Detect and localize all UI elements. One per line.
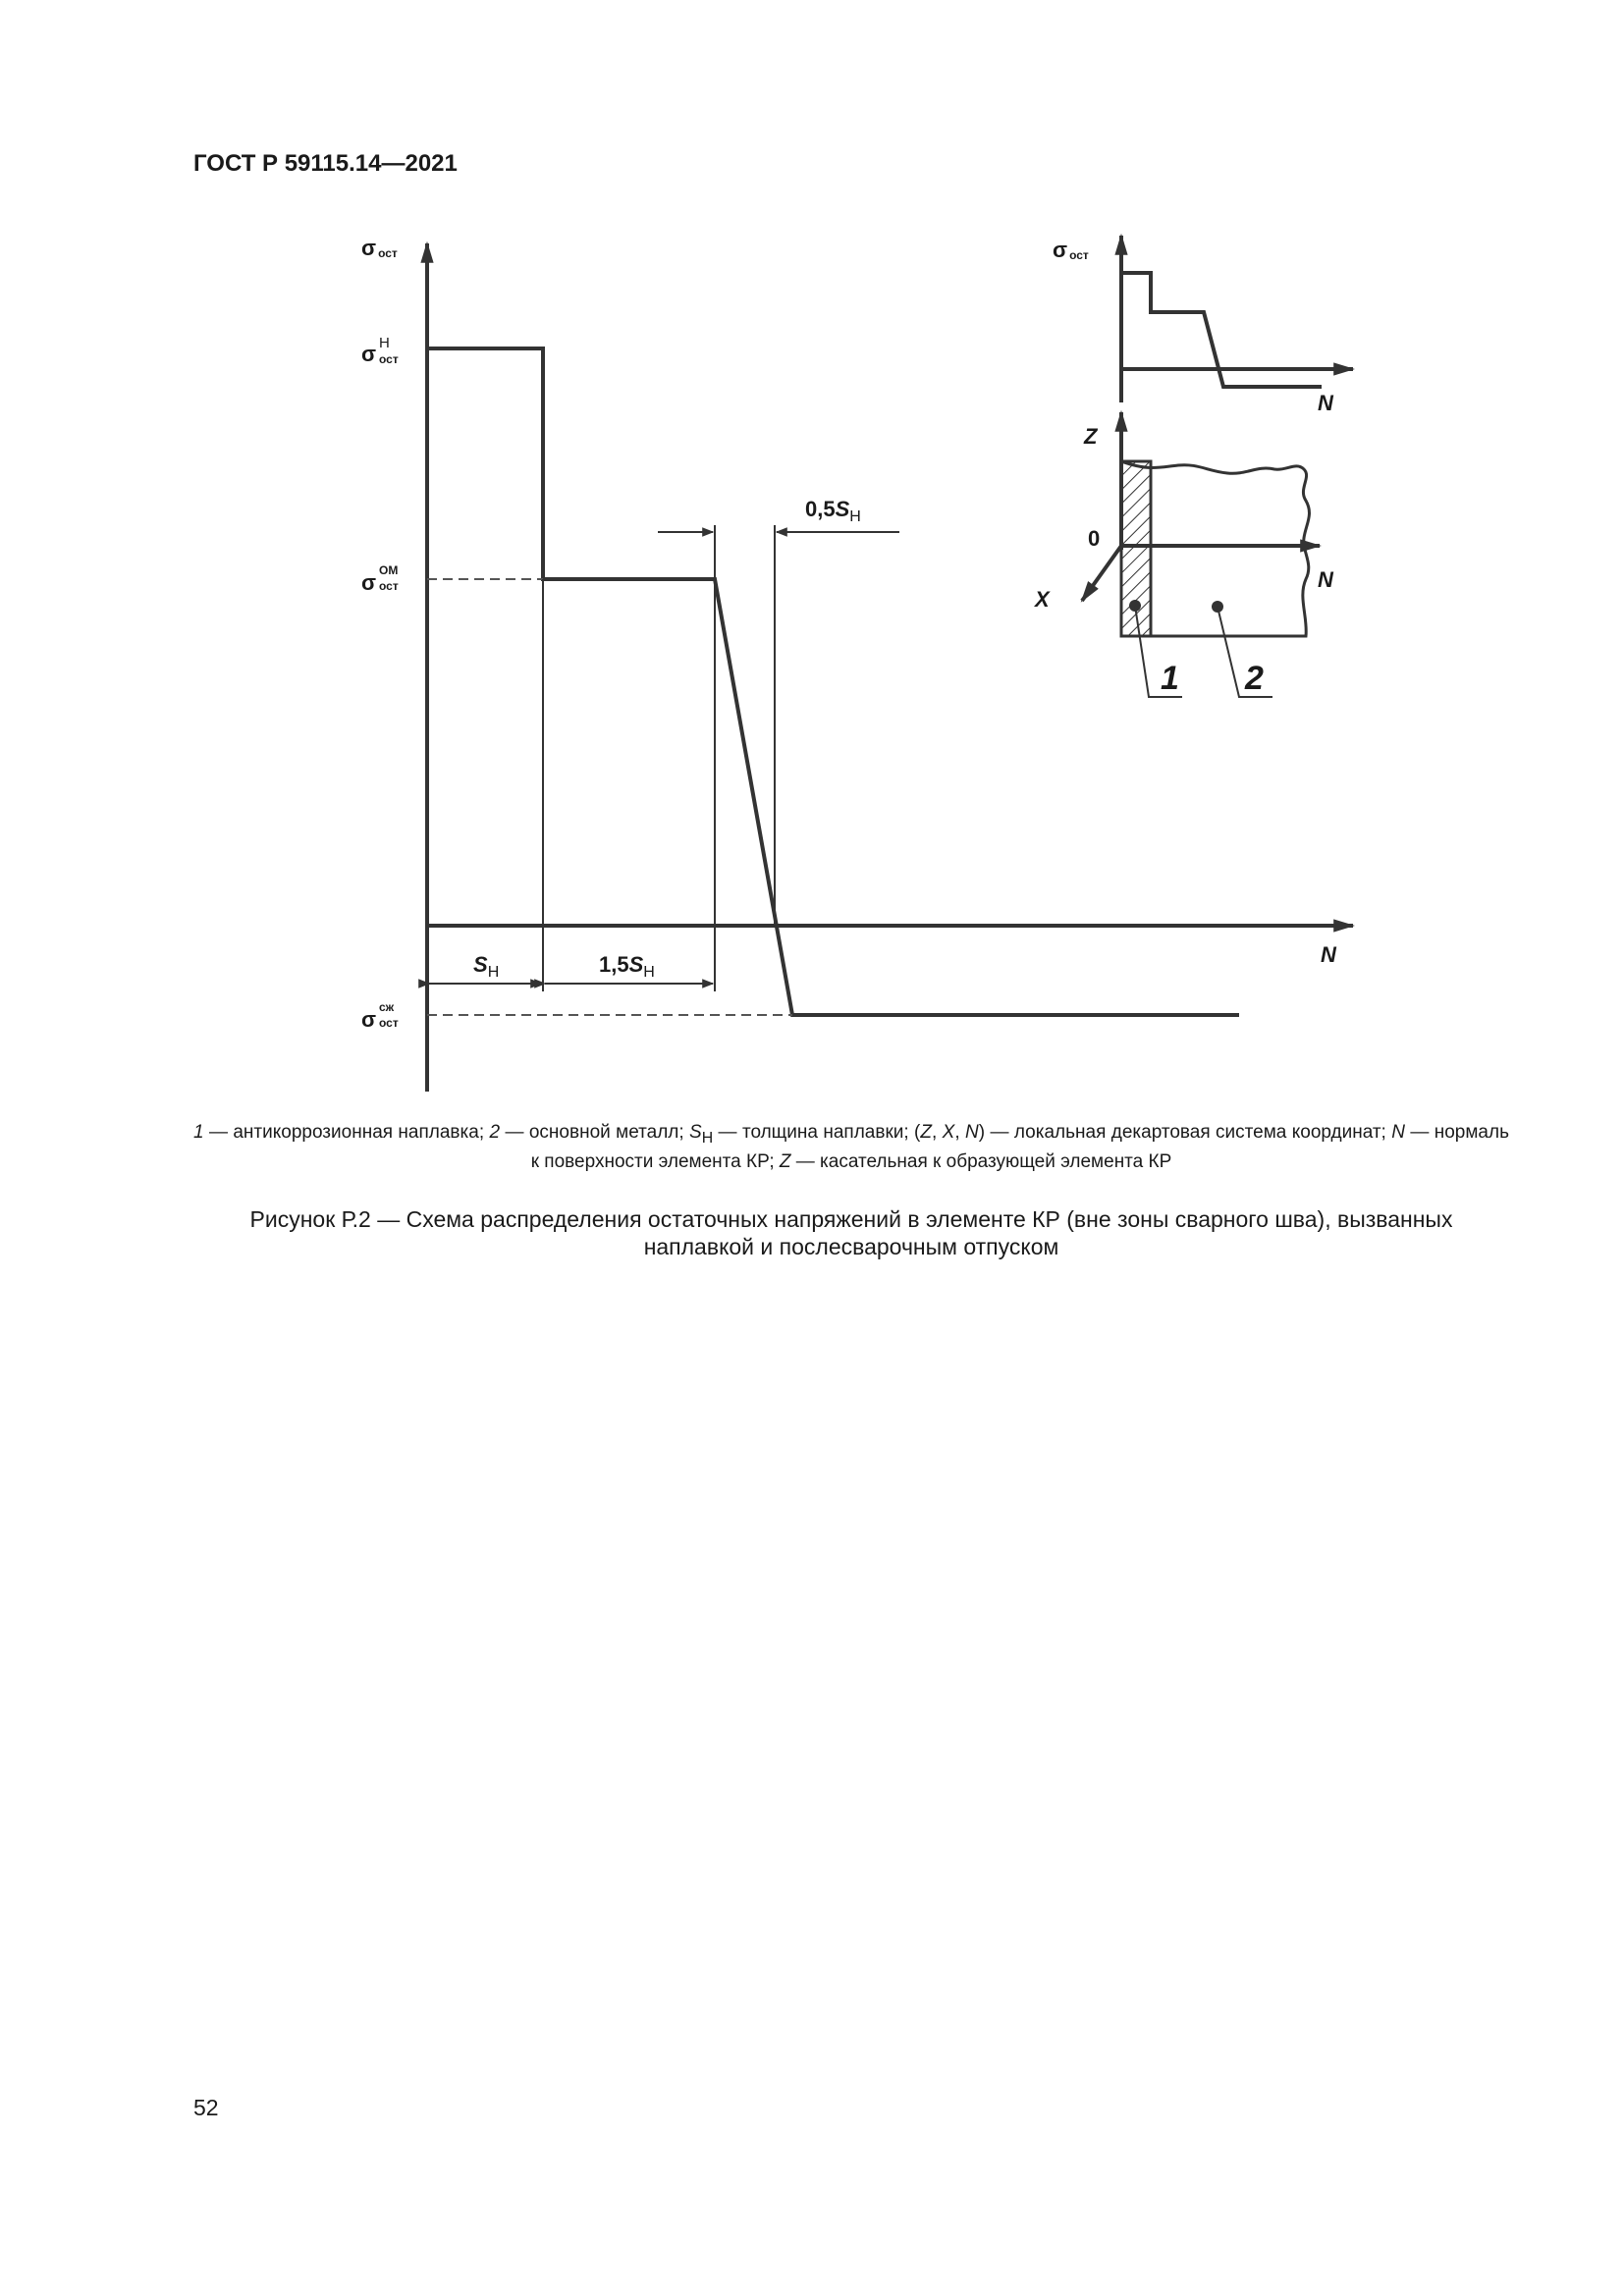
inset-label-sigma: σост: [1053, 238, 1089, 262]
label-sketch-n: N: [1318, 567, 1333, 592]
label-dim-sh: $S_Н$: [473, 952, 500, 981]
page-number: 52: [193, 2095, 219, 2120]
label-sigma-h-sub: ост: [379, 352, 399, 366]
figure-caption: Рисунок Р.2 — Схема распределения остаточных напряжений в элементе КР (вне зоны сварного шва), вызванных наплавкой и послесварочным отпуском: [249, 1206, 1453, 1259]
label-z: Z: [1084, 424, 1098, 449]
document-code: ГОСТ Р 59115.14—2021: [193, 150, 458, 177]
inset-stress-plot: [1053, 236, 1353, 415]
figure-legend: 1 — антикоррозионная наплавка; 2 — основной металл; $S_Н$ — толщина наплавки; (Z, X, N) — локальная декартовая система координат; N — нормаль к поверхности элемента КР; Z — касательная к образующей элемента КР: [193, 1122, 1509, 1172]
label-sigma-om: σ: [361, 570, 377, 595]
label-sigma-h: σ: [361, 342, 377, 366]
label-dim-05sh: $0,5S_Н$: [805, 497, 861, 525]
label-sigma-szh-sub: ост: [379, 1016, 399, 1030]
label-dim-15sh: $1,5S_Н$: [599, 952, 655, 981]
label-sigma-axis: σост: [361, 236, 398, 260]
label-main-n: N: [1321, 942, 1336, 967]
label-sigma-om-sub: ост: [379, 579, 399, 593]
inset-label-n: N: [1318, 391, 1333, 415]
main-plot: [361, 236, 1353, 1092]
label-sigma-szh-sup: сж: [379, 1000, 395, 1014]
callout-1: 1: [1161, 660, 1179, 697]
label-x: X: [1035, 587, 1050, 612]
label-sigma-h-sup: Н: [379, 335, 390, 351]
stress-curve: [427, 348, 1239, 1015]
label-sigma-om-sup: ОМ: [379, 563, 399, 577]
label-origin: 0: [1088, 526, 1101, 551]
callout-2: 2: [1245, 660, 1264, 697]
residual-stress-diagram: [0, 0, 1624, 1119]
coordinate-sketch: [1033, 412, 1334, 697]
label-sigma-szh: σ: [361, 1007, 377, 1032]
